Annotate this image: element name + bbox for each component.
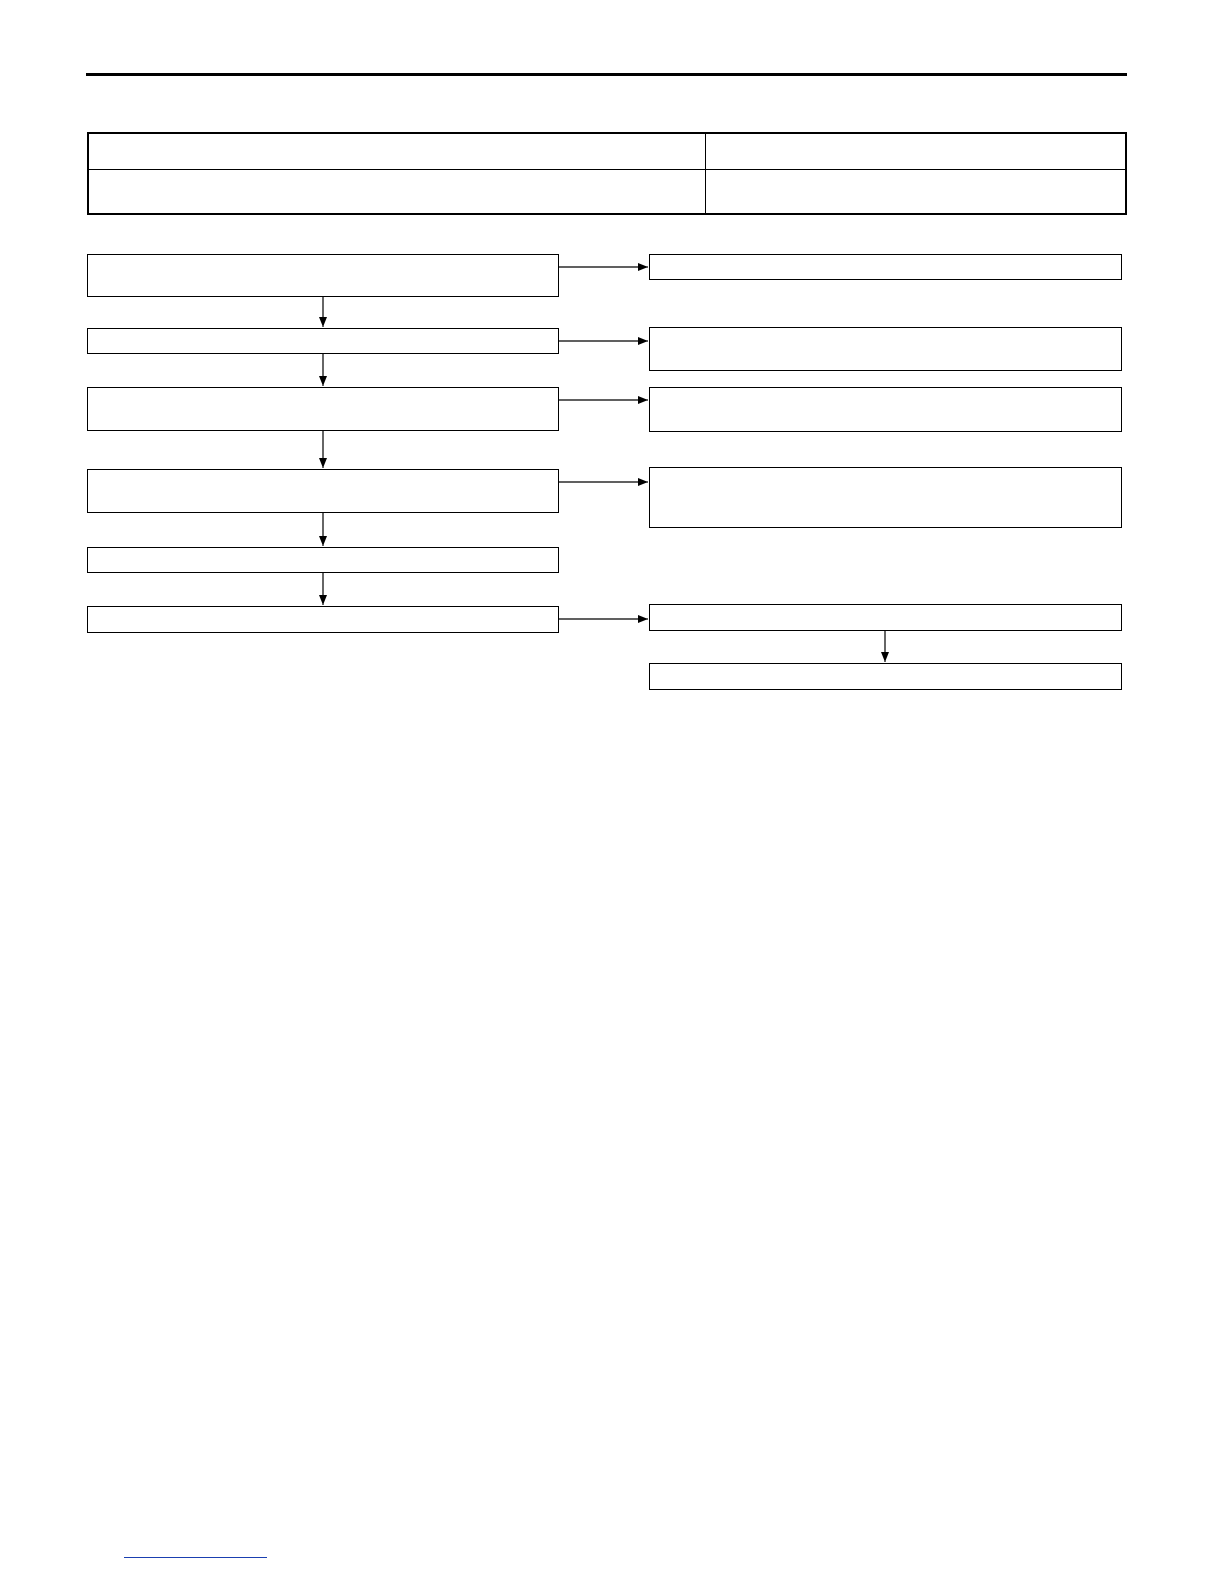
footer-link-underline[interactable]: [124, 1557, 267, 1558]
